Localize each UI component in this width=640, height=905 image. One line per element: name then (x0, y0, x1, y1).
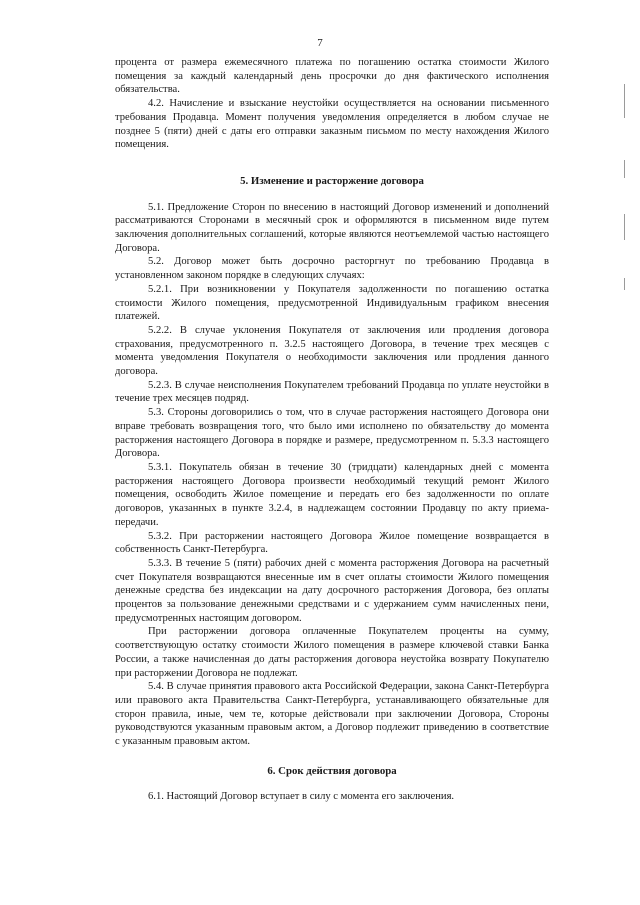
paragraph: 5.3.2. При расторжении настоящего Договора Жилое помещение возвращается в собственность Санкт-Петербурга. (115, 530, 549, 556)
paragraph: 5.3. Стороны договорились о том, что в случае расторжения настоящего Договора они вправе требовать возвращения того, что было ими исполнено по обязательству до момента расторжения настоящего Договора в порядке и размере, предусмотренном п. 5.3.3 настоящего Договора. (115, 407, 549, 460)
section-heading: 5. Изменение и расторжение договора (240, 174, 424, 187)
paragraph: 5.2.1. При возникновении у Покупателя задолженности по погашению остатка стоимости Жилого помещения, предусмотренной Индивидуальным графиком внесения платежей. (115, 283, 549, 323)
scan-edge-mark (624, 214, 625, 240)
paragraph: 5.2. Договор может быть досрочно расторгнут по требованию Продавца в установленном законом порядке в следующих случаях: (115, 256, 549, 282)
paragraph: 5.1. Предложение Сторон по внесению в настоящий Договор изменений и дополнений рассматриваются Сторонами в месячный срок и оформляются в письменном виде путем заключения дополнительных соглашений, которые являются неотъемлемой частью настоящего Договора. (115, 201, 549, 254)
paragraph: процента от размера ежемесячного платежа по погашению остатка стоимости Жилого помещения за каждый календарный день просрочки до дня фактического исполнения обязательства. (115, 57, 549, 96)
page-number: 7 (317, 37, 323, 49)
paragraph: 5.3.1. Покупатель обязан в течение 30 (тридцати) календарных дней с момента расторжения настоящего Договора произвести необходимый текущий ремонт Жилого помещения, освободить Жилое помещение и передать его без задолженности по оплате договоров, указанных в пункте 3.2.4, в надлежащем состоянии Продавцу по акту приема-передачи. (115, 461, 549, 528)
paragraph: 5.4. В случае принятия правового акта Российской Федерации, закона Санкт-Петербурга или правового акта Правительства Санкт-Петербурга, устанавливающего обязательные для сторон правила, иные, чем те, которые действовали при заключении Договора, Стороны руководствуются указанным правовым актом, а Договор подлежит приведению в соответствие с указанным правовым актом. (115, 681, 549, 748)
scan-edge-mark (624, 160, 625, 178)
section-heading: 6. Срок действия договора (267, 764, 397, 777)
scan-edge-mark (624, 84, 625, 118)
paragraph: 5.2.3. В случае неисполнения Покупателем требований Продавца по уплате неустойки в течение трех месяцев подряд. (115, 379, 549, 405)
paragraph: 5.2.2. В случае уклонения Покупателя от заключения или продления договора страхования, предусмотренного п. 3.2.5 настоящего Договора, в течение трех месяцев с момента уведомления Покупателя о необходимости заключения или продления данного договора. (115, 324, 549, 378)
document-body (115, 56, 549, 804)
paragraph: 5.3.3. В течение 5 (пяти) рабочих дней с момента расторжения Договора на расчетный счет Покупателя возвращаются внесенные им в счет оплаты стоимости Жилого помещения денежные средства без индексации на дату досрочного расторжения Договора, без оплаты процентов за пользование денежными средствами и с удержанием сумм начисленных пени, предусмотренных настоящим договором. (115, 557, 549, 624)
paragraph: При расторжении договора оплаченные Покупателем проценты на сумму, соответствующую остатку стоимости Жилого помещения в размере ключевой ставки Банка России, а также начисленная до даты расторжения договора неустойка возврату Покупателю при расторжении Договора не подлежат. (115, 626, 549, 679)
paragraph: 4.2. Начисление и взыскание неустойки осуществляется на основании письменного требования Продавца. Момент получения уведомления определяется в любом случае не позднее 5 (пяти) дней с даты его отправки заказным письмом по месту нахождения Жилого помещения. (115, 98, 549, 151)
paragraph: 6.1. Настоящий Договор вступает в силу с момента его заключения. (148, 791, 455, 803)
scan-edge-mark (624, 278, 625, 290)
